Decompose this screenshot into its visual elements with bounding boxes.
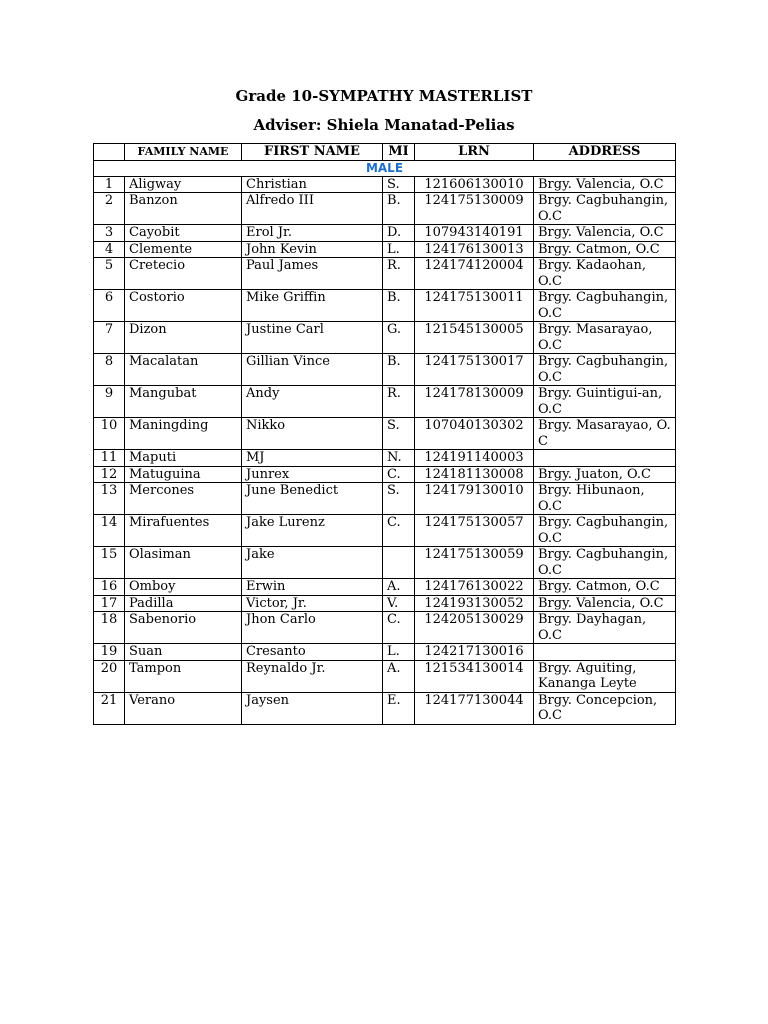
lrn-cell: 107040130302: [415, 418, 534, 450]
family-name-cell: Costorio: [125, 290, 242, 322]
row-number: 14: [94, 515, 125, 547]
table-row: [94, 322, 676, 354]
lrn-cell: 124174120004: [415, 258, 534, 290]
address-cell: Brgy. Cagbuhangin, O.C: [534, 290, 676, 322]
family-name-cell: Suan: [125, 644, 242, 661]
first-name-cell: MJ: [242, 450, 383, 467]
table-row: [94, 612, 676, 644]
row-number: 12: [94, 466, 125, 483]
address-cell: Brgy. Valencia, O.C: [534, 225, 676, 242]
address-cell: Brgy. Hibunaon, O.C: [534, 483, 676, 515]
table-row: [94, 660, 676, 692]
address-cell: Brgy. Cagbuhangin, O.C: [534, 354, 676, 386]
address-cell: Brgy. Valencia, O.C: [534, 595, 676, 612]
family-name-cell: Padilla: [125, 595, 242, 612]
table-row: [94, 225, 676, 242]
table-row: [94, 418, 676, 450]
table-row: [94, 644, 676, 661]
row-number: 2: [94, 193, 125, 225]
middle-initial-cell: R.: [383, 386, 415, 418]
middle-initial-cell: B.: [383, 193, 415, 225]
family-name-cell: Dizon: [125, 322, 242, 354]
middle-initial-cell: S.: [383, 418, 415, 450]
lrn-cell: 124193130052: [415, 595, 534, 612]
document-title: Grade 10-SYMPATHY MASTERLIST: [235, 87, 533, 105]
family-name-cell: Maputi: [125, 450, 242, 467]
lrn-cell: 124181130008: [415, 466, 534, 483]
middle-initial-cell: S.: [383, 483, 415, 515]
table-row: [94, 692, 676, 724]
family-name-cell: Cretecio: [125, 258, 242, 290]
row-number: 20: [94, 660, 125, 692]
family-name-cell: Maningding: [125, 418, 242, 450]
first-name-cell: Jaysen: [242, 692, 383, 724]
middle-initial-cell: R.: [383, 258, 415, 290]
lrn-cell: 124191140003: [415, 450, 534, 467]
lrn-cell: 124175130009: [415, 193, 534, 225]
address-cell: Brgy. Catmon, O.C: [534, 579, 676, 596]
first-name-cell: Jhon Carlo: [242, 612, 383, 644]
family-name-cell: Clemente: [125, 241, 242, 258]
middle-initial-cell: C.: [383, 612, 415, 644]
lrn-cell: 121606130010: [415, 176, 534, 193]
table-row: [94, 547, 676, 579]
middle-initial-cell: V.: [383, 595, 415, 612]
middle-initial-cell: C.: [383, 466, 415, 483]
first-name-cell: Jake: [242, 547, 383, 579]
lrn-cell: 124176130022: [415, 579, 534, 596]
row-number: 13: [94, 483, 125, 515]
middle-initial-cell: A.: [383, 579, 415, 596]
first-name-cell: Andy: [242, 386, 383, 418]
first-name-cell: Erol Jr.: [242, 225, 383, 242]
first-name-cell: Gillian Vince: [242, 354, 383, 386]
first-name-cell: John Kevin: [242, 241, 383, 258]
first-name-cell: Christian: [242, 176, 383, 193]
first-name-cell: Nikko: [242, 418, 383, 450]
address-cell: [534, 450, 676, 467]
address-cell: Brgy. Masarayao, O. C: [534, 418, 676, 450]
address-cell: Brgy. Valencia, O.C: [534, 176, 676, 193]
family-name-cell: Macalatan: [125, 354, 242, 386]
header-lrn: LRN: [415, 144, 534, 161]
family-name-cell: Aligway: [125, 176, 242, 193]
middle-initial-cell: D.: [383, 225, 415, 242]
table-row: [94, 354, 676, 386]
row-number: 7: [94, 322, 125, 354]
table-header-row: [94, 144, 676, 161]
lrn-cell: 124175130011: [415, 290, 534, 322]
address-cell: Brgy. Concepcion, O.C: [534, 692, 676, 724]
lrn-cell: 107943140191: [415, 225, 534, 242]
middle-initial-cell: A.: [383, 660, 415, 692]
family-name-cell: Olasiman: [125, 547, 242, 579]
row-number: 17: [94, 595, 125, 612]
first-name-cell: Victor, Jr.: [242, 595, 383, 612]
middle-initial-cell: L.: [383, 241, 415, 258]
family-name-cell: Mirafuentes: [125, 515, 242, 547]
first-name-cell: Jake Lurenz: [242, 515, 383, 547]
table-row: [94, 241, 676, 258]
table-body: [94, 160, 676, 724]
row-number: 9: [94, 386, 125, 418]
first-name-cell: Paul James: [242, 258, 383, 290]
row-number: 4: [94, 241, 125, 258]
family-name-cell: Mangubat: [125, 386, 242, 418]
middle-initial-cell: C.: [383, 515, 415, 547]
address-cell: Brgy. Juaton, O.C: [534, 466, 676, 483]
middle-initial-cell: B.: [383, 354, 415, 386]
middle-initial-cell: S.: [383, 176, 415, 193]
address-cell: Brgy. Dayhagan, O.C: [534, 612, 676, 644]
first-name-cell: Justine Carl: [242, 322, 383, 354]
masterlist-table: [93, 143, 676, 725]
lrn-cell: 124175130017: [415, 354, 534, 386]
address-cell: Brgy. Aguiting, Kananga Leyte: [534, 660, 676, 692]
lrn-cell: 124175130057: [415, 515, 534, 547]
row-number: 15: [94, 547, 125, 579]
table-row: [94, 483, 676, 515]
row-number: 16: [94, 579, 125, 596]
row-number: 8: [94, 354, 125, 386]
family-name-cell: Mercones: [125, 483, 242, 515]
family-name-cell: Omboy: [125, 579, 242, 596]
row-number: 10: [94, 418, 125, 450]
row-number: 11: [94, 450, 125, 467]
address-cell: Brgy. Cagbuhangin, O.C: [534, 193, 676, 225]
first-name-cell: Reynaldo Jr.: [242, 660, 383, 692]
table-row: [94, 466, 676, 483]
header-address: ADDRESS: [534, 144, 676, 161]
family-name-cell: Tampon: [125, 660, 242, 692]
header-first-name: FIRST NAME: [242, 144, 383, 161]
family-name-cell: Verano: [125, 692, 242, 724]
middle-initial-cell: B.: [383, 290, 415, 322]
table-row: [94, 515, 676, 547]
row-number: 3: [94, 225, 125, 242]
address-cell: Brgy. Cagbuhangin, O.C: [534, 547, 676, 579]
middle-initial-cell: N.: [383, 450, 415, 467]
table-row: [94, 176, 676, 193]
address-cell: [534, 644, 676, 661]
header-mi: MI: [383, 144, 415, 161]
middle-initial-cell: E.: [383, 692, 415, 724]
row-number: 18: [94, 612, 125, 644]
row-number: 1: [94, 176, 125, 193]
first-name-cell: Alfredo III: [242, 193, 383, 225]
family-name-cell: Matuguina: [125, 466, 242, 483]
section-row: [94, 160, 676, 176]
table-row: [94, 595, 676, 612]
middle-initial-cell: L.: [383, 644, 415, 661]
address-cell: Brgy. Guintigui-an, O.C: [534, 386, 676, 418]
section-label-male: MALE: [94, 160, 676, 176]
first-name-cell: Cresanto: [242, 644, 383, 661]
lrn-cell: 124178130009: [415, 386, 534, 418]
table-row: [94, 386, 676, 418]
row-number: 19: [94, 644, 125, 661]
address-cell: Brgy. Kadaohan, O.C: [534, 258, 676, 290]
first-name-cell: June Benedict: [242, 483, 383, 515]
lrn-cell: 124205130029: [415, 612, 534, 644]
table-row: [94, 193, 676, 225]
address-cell: Brgy. Catmon, O.C: [534, 241, 676, 258]
middle-initial-cell: G.: [383, 322, 415, 354]
address-cell: Brgy. Cagbuhangin, O.C: [534, 515, 676, 547]
lrn-cell: 124217130016: [415, 644, 534, 661]
lrn-cell: 124175130059: [415, 547, 534, 579]
header-number: [94, 144, 125, 161]
lrn-cell: 124179130010: [415, 483, 534, 515]
address-cell: Brgy. Masarayao, O.C: [534, 322, 676, 354]
family-name-cell: Cayobit: [125, 225, 242, 242]
middle-initial-cell: [383, 547, 415, 579]
family-name-cell: Banzon: [125, 193, 242, 225]
lrn-cell: 124176130013: [415, 241, 534, 258]
adviser-line: Adviser: Shiela Manatad-Pelias: [253, 116, 515, 134]
row-number: 21: [94, 692, 125, 724]
first-name-cell: Junrex: [242, 466, 383, 483]
family-name-cell: Sabenorio: [125, 612, 242, 644]
header-family-name: FAMILY NAME: [125, 144, 242, 161]
table-row: [94, 579, 676, 596]
table-row: [94, 450, 676, 467]
row-number: 6: [94, 290, 125, 322]
lrn-cell: 121545130005: [415, 322, 534, 354]
table-row: [94, 258, 676, 290]
row-number: 5: [94, 258, 125, 290]
first-name-cell: Erwin: [242, 579, 383, 596]
table-row: [94, 290, 676, 322]
lrn-cell: 124177130044: [415, 692, 534, 724]
lrn-cell: 121534130014: [415, 660, 534, 692]
first-name-cell: Mike Griffin: [242, 290, 383, 322]
